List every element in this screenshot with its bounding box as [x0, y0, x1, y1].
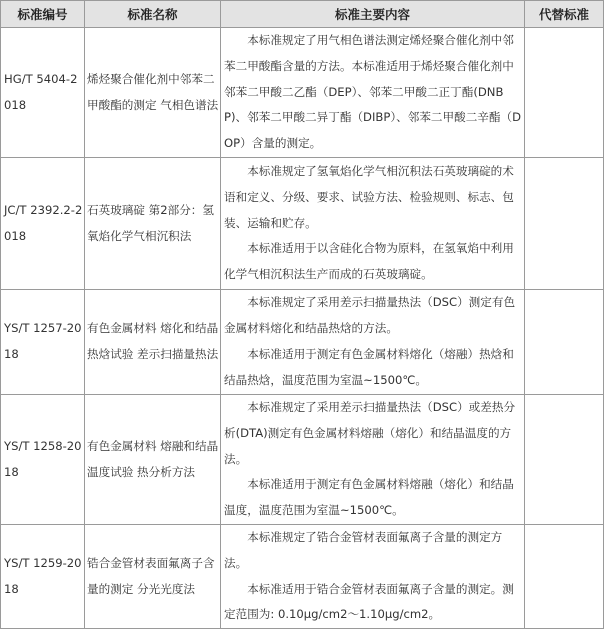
content-paragraph: 本标准规定了采用差示扫描量热法（DSC）测定有色金属材料熔化和结晶热焓的方法。 — [224, 295, 516, 336]
standard-name: 锆合金管材表面氟离子含量的测定 分光光度法 — [85, 525, 221, 629]
standard-name: 石英玻璃碇 第2部分：氢氧焰化学气相沉积法 — [85, 158, 221, 290]
content-paragraph: 本标准规定了采用差示扫描量热法（DSC）或差热分析(DTA)测定有色金属材料熔融（熔化）和结晶温度的方法。 — [224, 400, 516, 466]
content-paragraph: 本标准规定了用气相色谱法测定烯烃聚合催化剂中邻苯二甲酸酯含量的方法。本标准适用于烯烃聚合催化剂中邻苯二甲酸二乙酯（DEP）、邻苯二甲酸二正丁酯(DNBP)、邻苯二甲酸二异丁酯（DIBP）、邻苯二甲酸二辛酯（DOP）含量的测定。 — [224, 33, 521, 151]
standard-code: YS/T 1257-2018 — [1, 290, 85, 395]
header-code: 标准编号 — [1, 1, 85, 28]
replaced-standard — [525, 525, 604, 629]
standard-content — [221, 395, 525, 525]
standard-content — [221, 290, 525, 395]
replaced-standard — [525, 395, 604, 525]
replaced-standard — [525, 28, 604, 158]
standard-code: YS/T 1258-2018 — [1, 395, 85, 525]
content-paragraph: 本标准适用于锆合金管材表面氟离子含量的测定。测定范围为: 0.10μg/cm2～1.10μg/cm2。 — [224, 581, 514, 622]
standard-code: HG/T 5404-2018 — [1, 28, 85, 158]
standard-name: 烯烃聚合催化剂中邻苯二甲酸酯的测定 气相色谱法 — [85, 28, 221, 158]
table-row — [1, 525, 604, 629]
standard-content — [221, 158, 525, 290]
standard-name: 有色金属材料 熔化和结晶热焓试验 差示扫描量热法 — [85, 290, 221, 395]
standard-name: 有色金属材料 熔融和结晶温度试验 热分析方法 — [85, 395, 221, 525]
standard-content — [221, 28, 525, 158]
table-row — [1, 158, 604, 290]
content-paragraph: 本标准规定了氢氧焰化学气相沉积法石英玻璃碇的术语和定义、分级、要求、试验方法、检验规则、标志、包装、运输和贮存。 — [224, 164, 514, 230]
content-paragraph: 本标准规定了锆合金管材表面氟离子含量的测定方法。 — [224, 530, 503, 570]
content-paragraph: 本标准适用于测定有色金属材料熔融（熔化）和结晶温度，温度范围为室温~1500℃。 — [224, 477, 514, 518]
header-row — [1, 1, 604, 28]
standard-code: YS/T 1259-2018 — [1, 525, 85, 629]
table-row — [1, 395, 604, 525]
content-paragraph: 本标准适用于以含硅化合物为原料，在氢氧焰中利用化学气相沉积法生产而成的石英玻璃碇。 — [224, 241, 514, 282]
replaced-standard — [525, 158, 604, 290]
standard-code: JC/T 2392.2-2018 — [1, 158, 85, 290]
replaced-standard — [525, 290, 604, 395]
content-paragraph: 本标准适用于测定有色金属材料熔化（熔融）热焓和结晶热焓，温度范围为室温~1500℃。 — [224, 347, 514, 387]
standard-content — [221, 525, 525, 629]
table-row — [1, 28, 604, 158]
header-content: 标准主要内容 — [221, 1, 525, 28]
header-replaces: 代替标准 — [525, 1, 604, 28]
table-row — [1, 290, 604, 395]
header-name: 标准名称 — [85, 1, 221, 28]
